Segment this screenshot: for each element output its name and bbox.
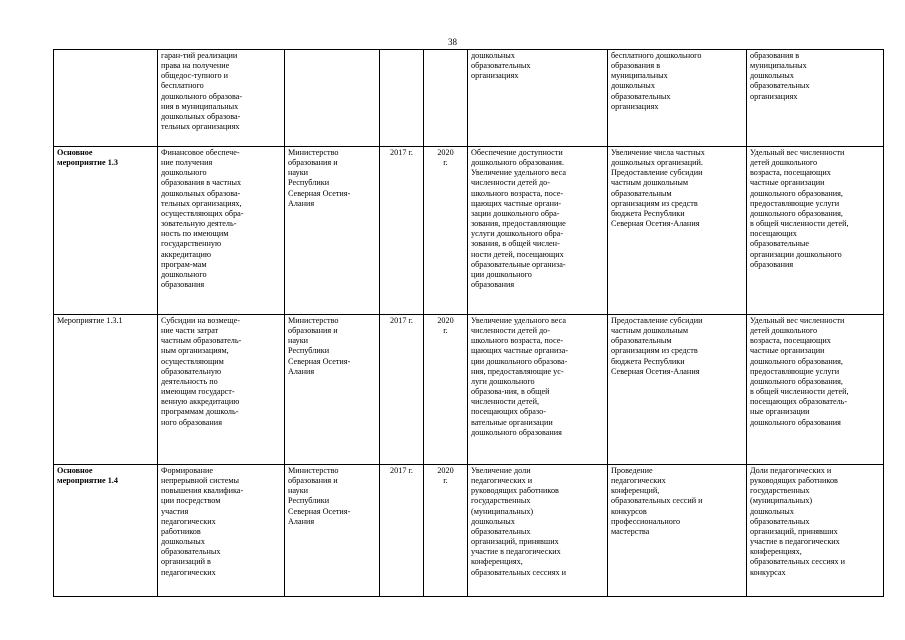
- cell-text-line: предоставляющие услуги: [750, 366, 840, 376]
- cell-text-line: програм-мам: [161, 259, 207, 269]
- cell-text-line: тельных организациях: [161, 122, 240, 132]
- indicator-link-cell: [747, 147, 884, 315]
- cell-text-line: образования и: [288, 476, 338, 486]
- cell-text-line: ности детей, посещающих: [471, 249, 564, 259]
- cell-text-line: дошкольных образова-: [161, 188, 241, 198]
- cell-text-line: Проведение: [611, 466, 653, 475]
- cell-text-line: посещающих образователь-: [750, 397, 848, 407]
- cell-text-line: гаран-тий реализации: [161, 51, 238, 60]
- cell-text-line: Республики: [288, 496, 330, 506]
- cell-text-line: образовательных: [161, 547, 221, 557]
- cell-text-line: Основное: [57, 466, 93, 475]
- cell-text-line: щающих частные органи-: [471, 198, 562, 208]
- cell-text-line: организаций в: [161, 557, 211, 567]
- start-year-cell: [380, 147, 424, 315]
- cell-text-line: ции дошкольного образова-: [471, 356, 568, 366]
- cell-text-line: Министерство: [288, 466, 339, 475]
- cell-text-line: образовательных сессий и: [611, 496, 703, 506]
- cell-text-line: Субсидии на возмеще-: [161, 316, 240, 325]
- main-directions-cell: [608, 465, 747, 597]
- cell-text-line: посещающих: [750, 229, 797, 239]
- cell-text-line: участие в педагогических: [750, 537, 840, 547]
- cell-text-line: участие в педагогических: [471, 547, 561, 557]
- cell-text-line: педагогических: [161, 516, 216, 526]
- activity-description-cell: [158, 315, 285, 465]
- expected-result-cell: [468, 465, 608, 597]
- cell-text-line: организации дошкольного: [750, 249, 842, 259]
- cell-text-line: образования в: [750, 51, 800, 60]
- end-year-cell: [424, 50, 468, 147]
- cell-text-line: конференций,: [611, 486, 660, 496]
- cell-text-line: дошкольного образования,: [750, 188, 843, 198]
- cell-text-line: дошкольного образования,: [750, 376, 843, 386]
- cell-text-line: организациям из средств: [611, 346, 698, 356]
- cell-text-line: образования в частных: [161, 178, 242, 188]
- cell-text-line: численности детей до-: [471, 178, 550, 188]
- expected-result-cell: [468, 315, 608, 465]
- cell-text-line: зовательную деятель-: [161, 219, 237, 229]
- indicator-link-cell: [747, 50, 884, 147]
- program-activities-table: [53, 49, 884, 597]
- responsible-executor-cell: [285, 465, 380, 597]
- cell-text-line: Алания: [288, 516, 315, 526]
- table-body: [54, 50, 884, 597]
- cell-text-line: педагогических и: [471, 476, 533, 486]
- activity-description-cell: [158, 50, 285, 147]
- cell-text-line: образовательные организа-: [471, 259, 566, 269]
- cell-text-line: участия: [161, 506, 189, 516]
- cell-text-line: 2017 г.: [390, 316, 413, 325]
- cell-text-line: организаций, принявших: [750, 526, 838, 536]
- cell-text-line: 2017 г.: [390, 148, 413, 157]
- cell-text-line: конкурсов: [611, 506, 647, 516]
- cell-text-line: Северная Осетия-: [288, 188, 351, 198]
- cell-text-line: Увеличение числа частных: [611, 148, 705, 157]
- cell-text-line: дошкольного образования.: [471, 158, 564, 168]
- cell-text-line: аккредитацию: [161, 249, 211, 259]
- cell-text-line: Обеспечение доступности: [471, 148, 563, 157]
- cell-text-line: Удельный вес численности: [750, 148, 845, 157]
- end-year-cell: [424, 147, 468, 315]
- cell-text-line: государственных: [750, 486, 810, 496]
- cell-text-line: Предоставление субсидии: [611, 168, 703, 178]
- cell-text-line: вательные организации: [471, 417, 553, 427]
- cell-text-line: Формирование: [161, 466, 214, 475]
- cell-text-line: образова-ния, в общей: [471, 387, 550, 397]
- cell-text-line: образовательных: [611, 91, 671, 101]
- cell-text-line: конференциях,: [750, 547, 802, 557]
- cell-text-line: ции посредством: [161, 496, 221, 506]
- cell-text-line: численности детей,: [471, 397, 539, 407]
- cell-text-line: дошкольного: [161, 269, 207, 279]
- cell-text-line: Северная Осетия-: [288, 356, 351, 366]
- cell-text-line: дошкольных образова-: [161, 111, 241, 121]
- page-number: 38: [448, 37, 457, 47]
- cell-text-line: образовательных: [471, 526, 531, 536]
- cell-text-line: дошкольных: [750, 71, 794, 81]
- cell-text-line: образования: [471, 280, 515, 290]
- cell-text-line: Предоставление субсидии: [611, 316, 703, 325]
- cell-text-line: образовательные: [750, 239, 809, 249]
- cell-text-line: детей дошкольного: [750, 158, 818, 168]
- cell-text-line: дошкольного образования,: [750, 356, 843, 366]
- cell-text-line: щающих частные организа-: [471, 346, 568, 356]
- table-row: [54, 315, 884, 465]
- cell-text-line: организаций, принявших: [471, 537, 559, 547]
- main-directions-cell: [608, 315, 747, 465]
- cell-text-line: зования, предоставляющие: [471, 219, 566, 229]
- cell-text-line: бесплатного дошкольного: [611, 51, 702, 60]
- cell-text-line: образовательным: [611, 336, 672, 346]
- cell-text-line: конференциях,: [471, 557, 523, 567]
- cell-text-line: Доли педагогических и: [750, 466, 832, 475]
- table-row: [54, 50, 884, 147]
- cell-text-line: осуществляющим: [161, 356, 224, 366]
- cell-text-line: Министерство: [288, 148, 339, 157]
- cell-text-line: частные организации: [750, 346, 825, 356]
- cell-text-line: науки: [288, 168, 309, 178]
- cell-text-line: образовательным: [611, 188, 672, 198]
- cell-text-line: науки: [288, 486, 309, 496]
- cell-text-line: тельных организациях,: [161, 198, 242, 208]
- cell-text-line: услуги дошкольного обра-: [471, 229, 564, 239]
- cell-text-line: организациях: [611, 101, 659, 111]
- cell-text-line: образования и: [288, 158, 338, 168]
- cell-text-line: мероприятие 1.4: [57, 476, 118, 486]
- cell-text-line: профессионального: [611, 516, 681, 526]
- cell-text-line: посещающих образо-: [471, 407, 546, 417]
- cell-text-line: образовательных сессиях и: [471, 567, 567, 577]
- expected-result-cell: [468, 147, 608, 315]
- activity-description-cell: [158, 465, 285, 597]
- cell-text-line: бюджета Республики: [611, 356, 685, 366]
- cell-text-line: мероприятие 1.3: [57, 158, 118, 168]
- cell-text-line: (муниципальных): [471, 506, 534, 516]
- cell-text-line: частным дошкольным: [611, 178, 689, 188]
- cell-text-line: дошкольных: [471, 51, 515, 60]
- cell-text-line: образовательных: [750, 516, 810, 526]
- cell-text-line: в общей численности детей,: [750, 219, 849, 229]
- cell-text-line: ние получения: [161, 158, 213, 168]
- cell-text-line: 2017 г.: [390, 466, 413, 475]
- cell-text-line: ции дошкольного: [471, 269, 532, 279]
- cell-text-line: дошкольного образования: [471, 427, 562, 437]
- cell-text-line: возраста, посещающих: [750, 168, 831, 178]
- cell-text-line: образования в: [611, 61, 661, 71]
- activity-name-cell: [54, 465, 158, 597]
- cell-text-line: бюджета Республики: [611, 208, 685, 218]
- cell-text-line: в общей численности детей,: [750, 387, 849, 397]
- cell-text-line: дошкольного образования,: [750, 208, 843, 218]
- cell-text-line: Республики: [288, 178, 330, 188]
- cell-text-line: дошкольных: [161, 537, 205, 547]
- cell-text-line: дошкольного: [161, 168, 207, 178]
- cell-text-line: венную аккредитацию: [161, 397, 240, 407]
- cell-text-line: осуществляющих обра-: [161, 208, 244, 218]
- start-year-cell: [380, 465, 424, 597]
- cell-text-line: детей дошкольного: [750, 326, 818, 336]
- cell-text-line: организациям из средств: [611, 198, 698, 208]
- activity-description-cell: [158, 147, 285, 315]
- responsible-executor-cell: [285, 315, 380, 465]
- cell-text-line: г.: [443, 326, 448, 336]
- cell-text-line: программам дошколь-: [161, 407, 239, 417]
- cell-text-line: 2020: [437, 148, 454, 157]
- end-year-cell: [424, 465, 468, 597]
- cell-text-line: г.: [443, 158, 448, 168]
- cell-text-line: Северная Осетия-Алания: [611, 219, 700, 229]
- cell-text-line: науки: [288, 336, 309, 346]
- cell-text-line: ность по имеющим: [161, 229, 229, 239]
- cell-text-line: г.: [443, 476, 448, 486]
- start-year-cell: [380, 50, 424, 147]
- cell-text-line: частные организации: [750, 178, 825, 188]
- cell-text-line: Северная Осетия-Алания: [611, 366, 700, 376]
- cell-text-line: мастерства: [611, 526, 650, 536]
- cell-text-line: общедос-тупного и: [161, 71, 229, 81]
- cell-text-line: Увеличение удельного веса: [471, 316, 566, 325]
- cell-text-line: Алания: [288, 198, 315, 208]
- cell-text-line: ным организациям,: [161, 346, 229, 356]
- cell-text-line: Увеличение доли: [471, 466, 531, 475]
- cell-text-line: работников: [161, 526, 201, 536]
- cell-text-line: имеющим государст-: [161, 387, 235, 397]
- cell-text-line: дошкольных: [611, 81, 655, 91]
- cell-text-line: дошкольного образования: [750, 417, 841, 427]
- cell-text-line: организациях: [471, 71, 519, 81]
- cell-text-line: непрерывной системы: [161, 476, 240, 486]
- cell-text-line: предоставляющие услуги: [750, 198, 840, 208]
- cell-text-line: образования и: [288, 326, 338, 336]
- cell-text-line: Увеличение удельного веса: [471, 168, 566, 178]
- cell-text-line: ные организации: [750, 407, 810, 417]
- cell-text-line: права на получение: [161, 61, 230, 71]
- responsible-executor-cell: [285, 50, 380, 147]
- cell-text-line: педагогических: [161, 567, 216, 577]
- cell-text-line: образовательных: [471, 61, 531, 71]
- cell-text-line: Удельный вес численности: [750, 316, 845, 325]
- cell-text-line: дошкольных: [471, 516, 515, 526]
- cell-text-line: дошкольного образова-: [161, 91, 243, 101]
- activity-name-cell: [54, 315, 158, 465]
- cell-text-line: численности детей до-: [471, 326, 550, 336]
- cell-text-line: муниципальных: [750, 61, 807, 71]
- cell-text-line: 2020: [437, 316, 454, 325]
- cell-text-line: конкурсах: [750, 567, 786, 577]
- responsible-executor-cell: [285, 147, 380, 315]
- cell-text-line: Республики: [288, 346, 330, 356]
- cell-text-line: Алания: [288, 366, 315, 376]
- cell-text-line: Министерство: [288, 316, 339, 325]
- cell-text-line: дошкольных организаций.: [611, 158, 703, 168]
- cell-text-line: ние части затрат: [161, 326, 219, 336]
- cell-text-line: возраста, посещающих: [750, 336, 831, 346]
- end-year-cell: [424, 315, 468, 465]
- main-directions-cell: [608, 50, 747, 147]
- cell-text-line: руководящих работников: [750, 476, 838, 486]
- table-row: [54, 465, 884, 597]
- cell-text-line: 2020: [437, 466, 454, 475]
- cell-text-line: бесплатного: [161, 81, 204, 91]
- cell-text-line: школьного возраста, посе-: [471, 188, 564, 198]
- activity-name-cell: [54, 50, 158, 147]
- cell-text-line: частным образователь-: [161, 336, 242, 346]
- cell-text-line: образовательных: [750, 81, 810, 91]
- cell-text-line: ния в муниципальных: [161, 101, 239, 111]
- cell-text-line: ного образования: [161, 417, 222, 427]
- cell-text-line: муниципальных: [611, 71, 668, 81]
- activity-name-cell: [54, 147, 158, 315]
- cell-text-line: образовательных сессиях и: [750, 557, 846, 567]
- cell-text-line: организациях: [750, 91, 798, 101]
- cell-text-line: образования: [750, 259, 794, 269]
- cell-text-line: государственных: [471, 496, 531, 506]
- cell-text-line: образования: [161, 280, 205, 290]
- cell-text-line: частным дошкольным: [611, 326, 689, 336]
- cell-text-line: школьного возраста, посе-: [471, 336, 564, 346]
- indicator-link-cell: [747, 465, 884, 597]
- cell-text-line: педагогических: [611, 476, 666, 486]
- cell-text-line: зования, в общей числен-: [471, 239, 560, 249]
- expected-result-cell: [468, 50, 608, 147]
- cell-text-line: деятельность по: [161, 376, 218, 386]
- cell-text-line: Северная Осетия-: [288, 506, 351, 516]
- cell-text-line: (муниципальных): [750, 496, 813, 506]
- cell-text-line: Мероприятие 1.3.1: [57, 316, 123, 325]
- cell-text-line: руководящих работников: [471, 486, 559, 496]
- start-year-cell: [380, 315, 424, 465]
- cell-text-line: образовательную: [161, 366, 222, 376]
- cell-text-line: Финансовое обеспече-: [161, 148, 240, 157]
- indicator-link-cell: [747, 315, 884, 465]
- cell-text-line: ния, предоставляющие ус-: [471, 366, 564, 376]
- cell-text-line: повышения квалифика-: [161, 486, 244, 496]
- main-directions-cell: [608, 147, 747, 315]
- cell-text-line: дошкольных: [750, 506, 794, 516]
- cell-text-line: луги дошкольного: [471, 376, 535, 386]
- cell-text-line: Основное: [57, 148, 93, 157]
- table-row: [54, 147, 884, 315]
- cell-text-line: государственную: [161, 239, 222, 249]
- cell-text-line: зации дошкольного обра-: [471, 208, 560, 218]
